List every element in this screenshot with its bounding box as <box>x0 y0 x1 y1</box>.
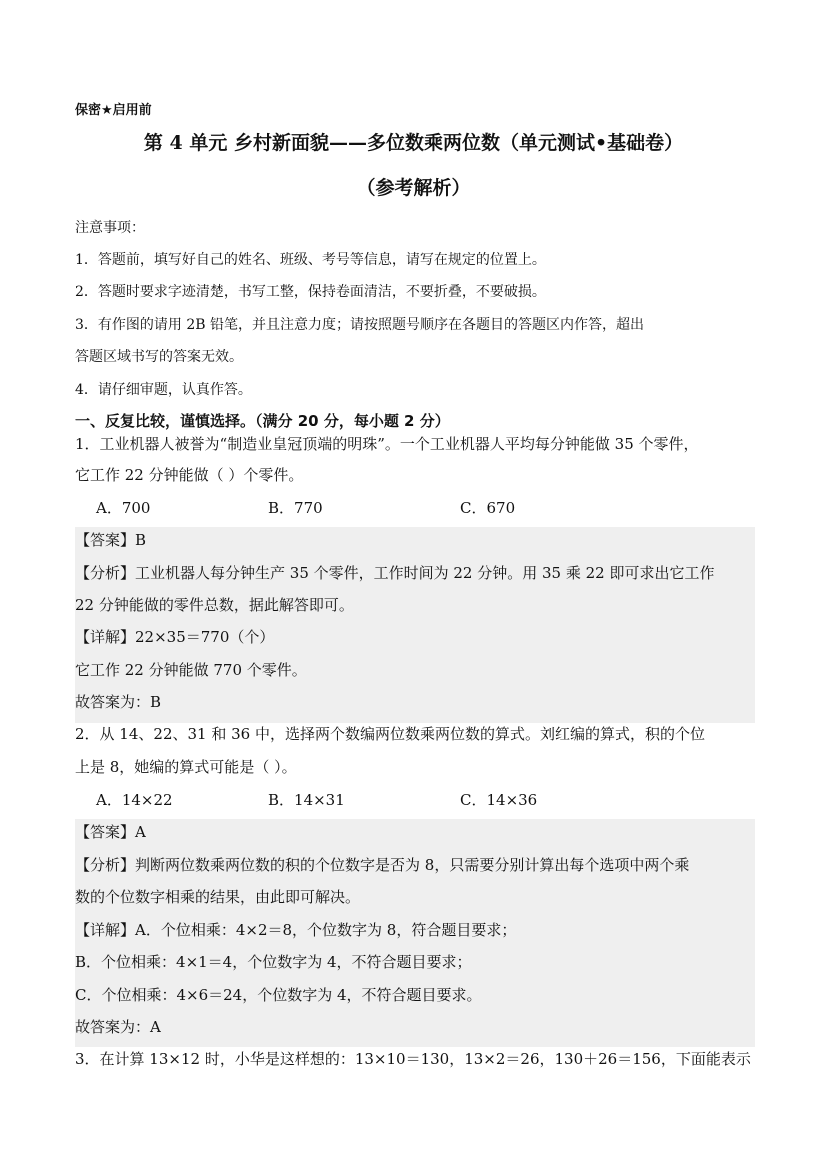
q2-option-b: B．14×31 <box>268 791 345 809</box>
note-item-4: 4．请仔细审题，认真作答。 <box>75 382 252 398</box>
q3-stem-line-1: 3．在计算 13×12 时，小华是这样想的：13×10＝130，13×2＝26，130＋26＝156，下面能表示 <box>75 1050 751 1068</box>
q2-analysis-line-2: 数的个位数字相乘的结果，由此即可解决。 <box>75 888 361 906</box>
q1-detail-line-1: 【详解】22×35＝770（个） <box>75 628 275 646</box>
note-item-3: 3．有作图的请用 2B 铅笔，并且注意力度；请按照题号顺序在各题目的答题区内作答，超出 <box>75 317 645 333</box>
confidential-label: 保密★启用前 <box>75 103 152 118</box>
q2-stem-line-1: 2．从 14、22、31 和 36 中，选择两个数编两位数乘两位数的算式。刘红编的算式，积的个位 <box>75 725 705 743</box>
q1-answer: 【答案】B <box>75 531 147 549</box>
q2-option-c: C．14×36 <box>460 791 538 809</box>
q2-detail-line-1: 【详解】A．个位相乘：4×2＝8，个位数字为 8，符合题目要求； <box>75 921 517 939</box>
q2-option-a: A．14×22 <box>96 791 173 809</box>
notes-heading: 注意事项： <box>75 220 145 236</box>
q1-stem-line-2: 它工作 22 分钟能做（ ）个零件。 <box>75 466 304 484</box>
note-item-2: 2．答题时要求字迹清楚，书写工整，保持卷面清洁，不要折叠，不要破损。 <box>75 284 546 300</box>
section-heading: 一、反复比较，谨慎选择。（满分 20 分，每小题 2 分） <box>75 412 450 430</box>
q1-option-b: B．770 <box>268 499 323 517</box>
q2-detail-line-2: B．个位相乘：4×1＝4，个位数字为 4，不符合题目要求； <box>75 953 472 971</box>
q1-analysis-line-2: 22 分钟能做的零件总数，据此解答即可。 <box>75 596 354 614</box>
page-title: 第 4 单元 乡村新面貌——多位数乘两位数（单元测试•基础卷） <box>143 132 684 154</box>
q1-analysis-line-1: 【分析】工业机器人每分钟生产 35 个零件，工作时间为 22 分钟。用 35 乘 22 即可求出它工作 <box>75 564 715 582</box>
q1-detail-line-3: 故答案为：B <box>75 693 162 711</box>
q2-answer: 【答案】A <box>75 823 146 841</box>
q1-stem-line-1: 1．工业机器人被誉为“制造业皇冠顶端的明珠”。一个工业机器人平均每分钟能做 35 个零件， <box>75 435 699 453</box>
page-subtitle: （参考解析） <box>356 177 471 199</box>
q2-detail-line-4: 故答案为：A <box>75 1018 161 1036</box>
q1-option-c: C．670 <box>460 499 516 517</box>
q1-detail-line-2: 它工作 22 分钟能做 770 个零件。 <box>75 661 307 679</box>
q2-analysis-line-1: 【分析】判断两位数乘两位数的积的个位数字是否为 8，只需要分别计算出每个选项中两个乘 <box>75 856 690 874</box>
q1-answer-block <box>75 527 755 723</box>
note-item-3-cont: 答题区域书写的答案无效。 <box>75 349 243 365</box>
q2-stem-line-2: 上是 8，她编的算式可能是（ ）。 <box>75 758 297 776</box>
note-item-1: 1．答题前，填写好自己的姓名、班级、考号等信息，请写在规定的位置上。 <box>75 252 546 268</box>
q1-option-a: A．700 <box>96 499 151 517</box>
q2-detail-line-3: C．个位相乘：4×6＝24，个位数字为 4，不符合题目要求。 <box>75 986 482 1004</box>
